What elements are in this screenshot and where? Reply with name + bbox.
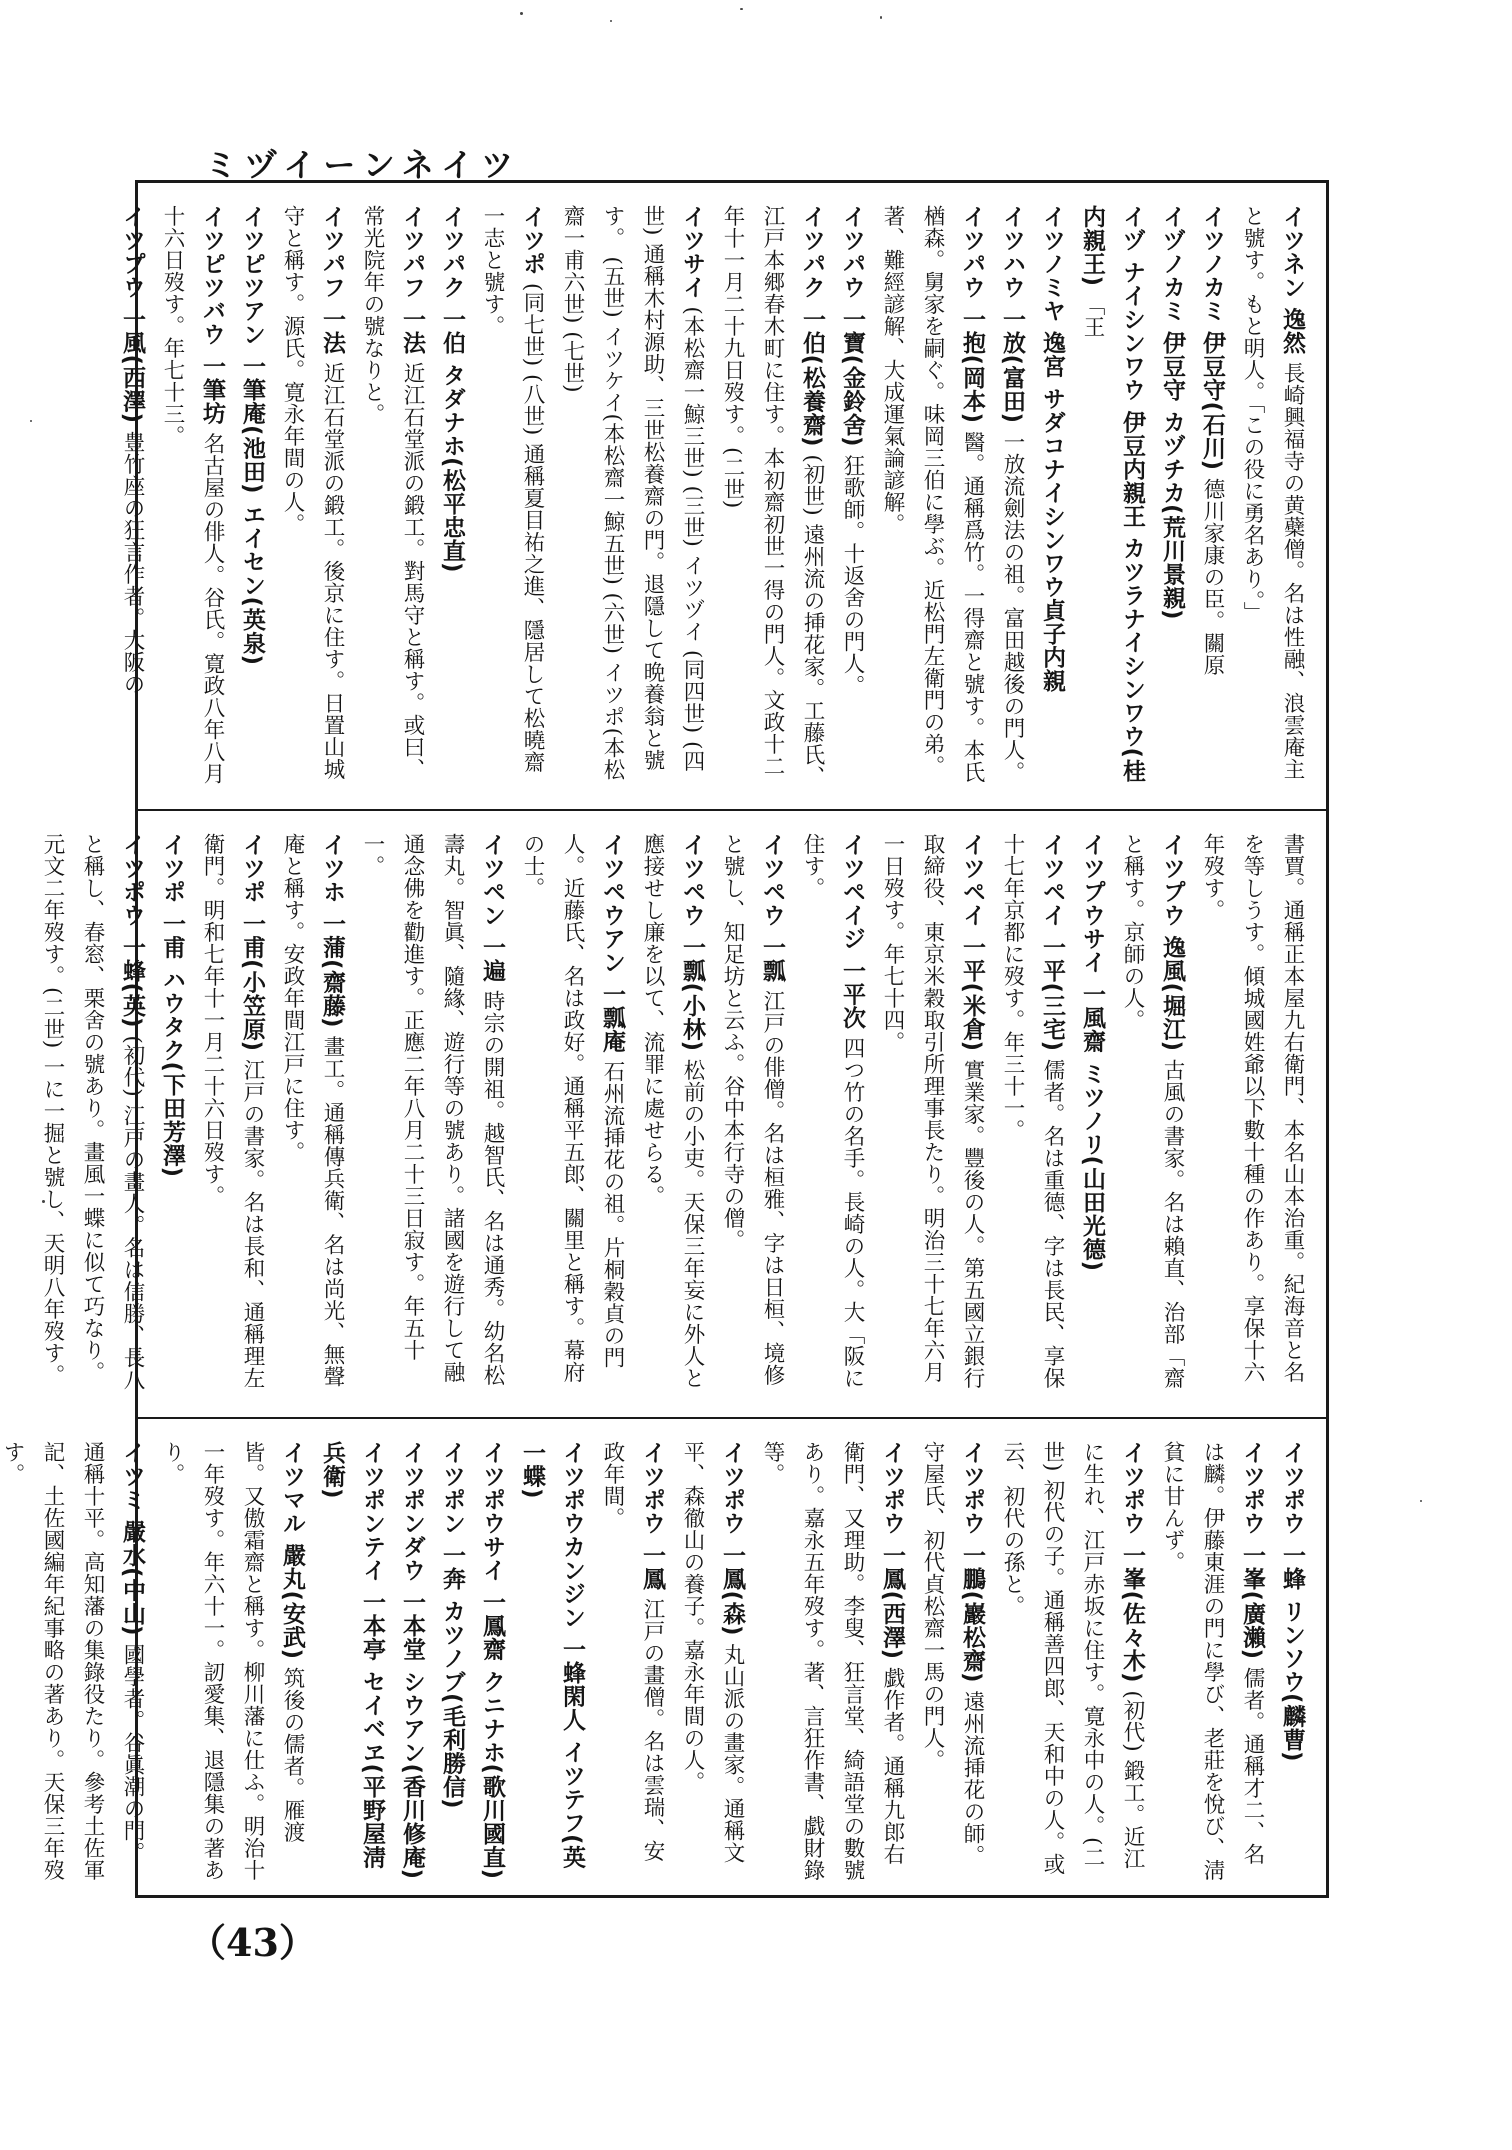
scan-speck (610, 20, 612, 22)
entry-text: (初代) 江戸の畫人。名は信勝、長八と稱し、春窓、栗舍の號あり。畫風一蝶に似て巧なり。元文二年歿す。(二世) 一に一掘と號し、天明八年歿す。 (40, 833, 145, 1391)
dictionary-entry (152, 1441, 312, 1881)
entry-text: 近江石堂派の鍛工。對馬守と稱す。或曰、常光院年の號なりと。 (360, 205, 425, 780)
entry-headword: イツネン 逸然 (1279, 205, 1305, 355)
entry-headword: イツパウ 一寶(金鈴舍) (839, 205, 865, 448)
dictionary-entry (832, 205, 872, 795)
entry-headword: イツポウカンジン 一蜂閑人 イツテフ(英一蝶) (519, 1441, 585, 1869)
entry-headword: イツポウ 一鳳(森) (719, 1441, 745, 1637)
entry-headword: イツポンテイ 一本亭 セイベヱ(平野屋淸兵衛) (319, 1441, 385, 1869)
entry-text: 江戸の畫僧。名は雲瑞、安政年間。 (600, 1441, 665, 1862)
dictionary-entry (432, 1441, 472, 1881)
dictionary-entry (1232, 205, 1312, 795)
entry-text: 儒者。通稱才二、名は麟。伊藤東涯の門に學び、老莊を悅び、淸貧に甘んず。 (1160, 1441, 1265, 1881)
entry-text: 德川家康の臣。關原 (1200, 477, 1225, 676)
entry-text: 四つ竹の名手。長崎の人。大「阪に住す。 (800, 833, 865, 1389)
entry-headword: イツノミヤ 逸宮 サダコナイシンワウ貞子内親 (1039, 205, 1065, 693)
entry-text: 一放流劍法の祖。富田越後の門人。 (1000, 430, 1025, 783)
dictionary-entry (0, 1441, 152, 1881)
entry-text: 江戸の書家。名は長和、通稱理左衛門。明和七年十一月二十六日歿す。 (200, 833, 265, 1389)
dictionary-entry (1152, 1441, 1272, 1881)
entry-text: (初代) 鍛工。近江に生れ、江戸赤坂に住す。寛永中の人。(二世) 初代の子。通稱善四郎、天和中の人。或云、初代の孫と。 (1000, 1441, 1145, 1876)
entry-text: 儒者。名は重德、字は長民、享保十七年京都に歿す。年三十一。 (1000, 833, 1065, 1389)
entry-headword: イツポウ 一峯(佐々木) (1119, 1441, 1145, 1684)
entry-headword: イヅノカミ 伊豆守 カヅチカ(荒川景親) (1159, 205, 1185, 621)
entry-headword: イツプウ 一風(西澤) (119, 205, 145, 424)
entries-frame (0, 180, 1329, 1898)
dictionary-entry (792, 833, 872, 1403)
entry-headword: イツペウアン 一瓢庵 (599, 833, 625, 1054)
dictionary-entry (1192, 833, 1312, 1403)
entry-headword: イツポウ 一蜂 リンソウ(麟曹) (1279, 1441, 1305, 1763)
dictionary-entry (592, 1441, 672, 1881)
entry-text: 醫。通稱爲竹。一得齋と號す。本氏楢森。舅家を嗣ぐ。味岡三伯に學ぶ。近松門左衛門の弟。著、難經諺解、大成運氣論諺解。 (880, 205, 985, 783)
entry-text: 長崎興福寺の黄蘗僧。名は性融、浪雲庵主と號す。もと明人。「この役に勇名あり。」 (1240, 205, 1305, 780)
entry-headword: イツポウ 一鵬(巖松齋) (959, 1441, 985, 1684)
dictionary-entry (752, 1441, 912, 1881)
entry-text: 古風の書家。名は賴直、治部「齋と稱す。京師の人。 (1120, 833, 1185, 1389)
scan-speck (520, 12, 523, 15)
dictionary-entry (152, 833, 192, 1403)
entry-headword: イツホ 一蒲(齋藤) (319, 833, 345, 1029)
entry-headword: イツペン 一遍 (479, 833, 505, 983)
entry-headword: イツポウ 一鳳(西澤) (879, 1441, 905, 1660)
dictionary-entry (1072, 833, 1112, 1403)
dictionary-entry (192, 833, 272, 1403)
dictionary-entry (32, 833, 152, 1403)
dictionary-entry (512, 833, 632, 1403)
dictionary-entry (272, 205, 352, 795)
entry-text: (同七世) (八世) 通稱夏目祐之進、隱居して松曉齋一志と號す。 (480, 205, 545, 774)
dictionary-entry (872, 833, 992, 1403)
entry-text: 筑後の儒者。雁渡皆。又傲霜齋と稱す。柳川藩に仕ふ。明治十一年歿す。年六十一。訒愛集、退隱集の著あり。 (160, 1441, 305, 1881)
entry-headword: イツパフ 一法 (319, 205, 345, 355)
dictionary-entry (992, 205, 1032, 795)
scan-speck (740, 8, 743, 10)
dictionary-entry (712, 205, 832, 795)
dictionary-entry (1112, 833, 1192, 1403)
dictionary-entry (1152, 205, 1192, 795)
dictionary-entry (912, 1441, 992, 1881)
dictionary-entry (512, 1441, 592, 1881)
entry-headword: イツノカミ 伊豆守(石川) (1199, 205, 1225, 471)
dictionary-entry (992, 833, 1072, 1403)
section-bottom (0, 1419, 1326, 1895)
dictionary-entry (112, 205, 152, 795)
entry-text: 書賈。通稱正本屋九右衛門、本名山本治重。紀海音と名を等しうす。傾城國姓爺以下數十種の作あり。享保十六年歿す。 (1200, 833, 1305, 1383)
dictionary-entry (1272, 1441, 1312, 1881)
entry-headword: イツピツバウ 一筆坊 (199, 205, 225, 426)
entry-headword: イツミ 嚴水(中山) (119, 1441, 145, 1637)
dictionary-entry (672, 1441, 752, 1881)
section-middle (40, 811, 1326, 1417)
entry-headword: イツハウ 一放(富田) (999, 205, 1025, 424)
entry-headword: イツポウサイ 一鳳齋 クニナホ(歌川國直) (479, 1441, 505, 1880)
entry-headword: イツペイ 一平(米倉) (959, 833, 985, 1052)
entry-text: 狂歌師。十返舍の門人。 (840, 454, 865, 697)
entry-headword: イツパフ 一法 (399, 205, 425, 355)
entry-headword: イツポウ 一峯(廣瀨) (1239, 1441, 1265, 1660)
section-top (119, 183, 1326, 809)
scan-speck (30, 420, 32, 422)
scan-speck (1420, 1500, 1422, 1502)
dictionary-entry (352, 205, 432, 795)
entry-headword: イツポ 一甫(小笠原) (239, 833, 265, 1052)
dictionary-entry (1072, 205, 1152, 795)
dictionary-entry (392, 1441, 432, 1881)
entry-text: 石州流挿花の祖。片桐穀貞の門人。近藤氏、名は政好。通稱平五郎、關里と稱す。幕府の士。 (520, 833, 625, 1383)
entry-headword: イツパウ 一抱(岡本) (959, 205, 985, 424)
entry-text: 遠州流挿花の師。守屋氏、初代貞松齋一馬の門人。 (920, 1441, 985, 1867)
entry-text: 江戸の俳僧。名は桓雅、字は日桓、境修と號し、知足坊と云ふ。谷中本行寺の僧。 (720, 833, 785, 1386)
entry-text: 戯作者。通稱九郎右衛門、又理助。李叟、狂言堂、綺語堂の數號あり。嘉永五年歿す。著、言狂作書、戯財錄等。 (760, 1441, 905, 1881)
entry-text: 時宗の開祖。越智氏、名は通秀。幼名松壽丸。智眞、隨緣、遊行等の號あり。諸國を遊行して融通念佛を勸進す。正應二年八月二十三日寂す。年五十一。 (360, 833, 505, 1386)
entry-headword: イツペイジ 一平次 (839, 833, 865, 1030)
entry-headword: イツポン 一奔 カツノブ(毛利勝信) (439, 1441, 465, 1810)
dictionary-entry (472, 1441, 512, 1881)
entry-headword: イツポウ 一蜂(英) (119, 833, 145, 1029)
entry-headword: イツピツアン 一筆庵(池田) エイセン(英泉) (239, 205, 265, 666)
entry-headword: イヅ ナイシンワウ 伊豆内親王 カツラナイシンワウ(桂内親王) (1079, 205, 1145, 783)
running-header: ミヅイーンネイツ (205, 146, 522, 184)
entry-headword: イツプウ 逸風(堀江) (1159, 833, 1185, 1052)
entry-text: 近江石堂派の鍛工。後京に住す。日置山城守と稱す。源氏。寛永年間の人。 (280, 205, 345, 780)
dictionary-entry (152, 205, 232, 795)
dictionary-entry (272, 833, 352, 1403)
dictionary-entry (232, 205, 272, 795)
dictionary-entry (1192, 205, 1232, 795)
dictionary-entry (472, 205, 552, 795)
entry-headword: イツペウ 一瓢 (759, 833, 785, 983)
entry-text: 「王 (1080, 293, 1105, 338)
entry-headword: イツポ 一甫 ハウタク(下田芳澤) (159, 833, 185, 1178)
entry-headword: イツポウ 一鳳 (639, 1441, 665, 1591)
entry-text: (初世) 遠州流の挿花家。工藤氏、江戸本郷春木町に住す。本初齋初世一得の門人。文政十二年十一月二十九日歿す。(二世) (720, 205, 825, 788)
entry-headword: イツパク 一伯(松養齋) (799, 205, 825, 448)
page-number: （43） (188, 1920, 317, 1965)
scan-speck (880, 16, 882, 19)
entry-text: 松前の小吏。天保三年妄に外人と應接せし廉を以て、流罪に處せらる。 (640, 833, 705, 1389)
dictionary-entry (312, 1441, 392, 1881)
dictionary-entry (632, 833, 712, 1403)
dictionary-entry (552, 205, 712, 795)
entry-headword: イツペウ 一瓢(小林) (679, 833, 705, 1052)
entry-text: 名古屋の俳人。谷氏。寛政八年八月十六日歿す。年七十三。 (160, 205, 225, 785)
dictionary-entry (712, 833, 792, 1403)
entry-headword: イツサイ (679, 205, 705, 299)
entry-text: 畫工。通稱傳兵衛、名は尚光、無聲庵と稱す。安政年間江戸に住す。 (280, 833, 345, 1388)
entry-text: (本松齋一鯨三世) (三世) イツヅイ (同四世) (四世) 通稱木村源助、三世松養齋の門。退隱して晩養翁と號す。 (五世) イツケイ(本松齋一鯨五世) (六世) イツポ(本松齋一甫六世) (七世) (560, 205, 705, 781)
dictionary-entry (992, 1441, 1152, 1881)
entry-text: 國學者。谷眞潮の門。通稱十平。高知藩の集錄役たり。參考土佐軍記、土佐國編年紀事略の著あり。天保三年歿す。 (0, 1441, 145, 1881)
entry-headword: イツポ (519, 205, 545, 276)
dictionary-entry (872, 205, 992, 795)
entry-headword: イツポンダウ 一本堂 シウアン(香川修庵) (399, 1441, 425, 1880)
dictionary-entry (432, 205, 472, 795)
entry-text: 丸山派の畫家。通稱文平、森徹山の養子。嘉永年間の人。 (680, 1441, 745, 1864)
entry-headword: イツプウサイ 一風齋 ミツノリ(山田光德) (1079, 833, 1105, 1272)
entry-headword: イツペイ 一平(三宅) (1039, 833, 1065, 1052)
entry-text: 豊竹座の狂言作者。大阪の (120, 430, 145, 695)
entry-headword: イツパク 一伯 タダナホ(松平忠直) (439, 205, 465, 574)
dictionary-entry (1032, 205, 1072, 795)
entry-text: 實業家。豐後の人。第五國立銀行取締役、東京米穀取引所理事長たり。明治三十七年六月一日歿す。年七十四。 (880, 833, 985, 1389)
entry-headword: イツマル 嚴丸(安武) (279, 1441, 305, 1660)
dictionary-entry (352, 833, 512, 1403)
